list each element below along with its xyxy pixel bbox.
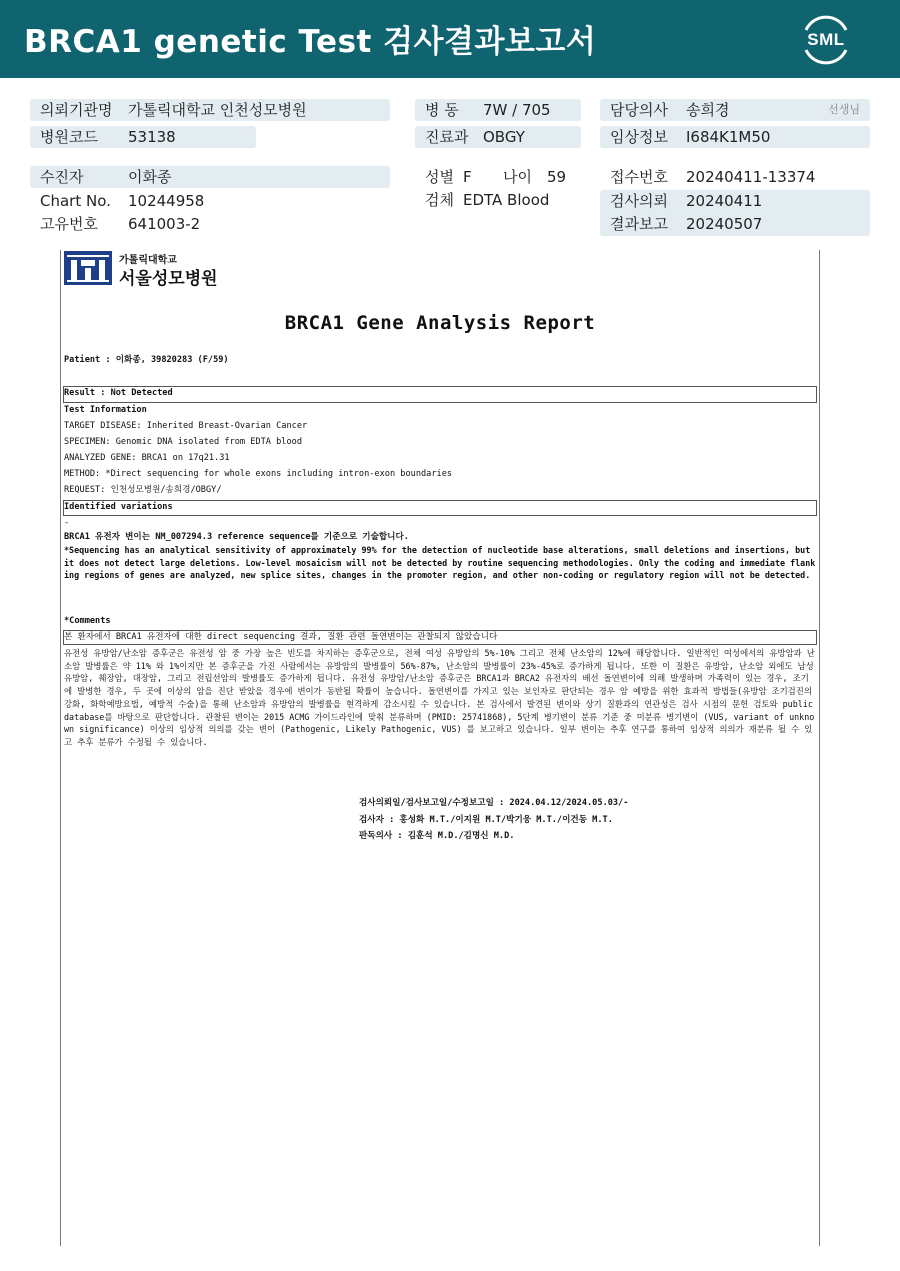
chart-no-label: Chart No. bbox=[40, 192, 111, 210]
unique-no-field bbox=[30, 213, 390, 235]
method-line: METHOD: *Direct sequencing for whole exons including intron-exon boundaries bbox=[64, 469, 453, 479]
identified-header: Identified variations bbox=[64, 502, 173, 512]
institution-field bbox=[30, 99, 390, 121]
hospital-university-name: 가톨릭대학교 bbox=[119, 255, 177, 266]
unique-no-value: 641003-2 bbox=[128, 215, 201, 233]
institution-value: 가톨릭대학교 인천성모병원 bbox=[128, 101, 307, 119]
result-box bbox=[63, 386, 817, 403]
sex-age-field bbox=[415, 166, 585, 188]
pathologist-line: 판독의사 : 김훈석 M.D./김명신 M.D. bbox=[359, 831, 515, 841]
receipt-no-label: 접수번호 bbox=[610, 168, 668, 186]
doctor-value: 송희경 bbox=[686, 101, 730, 119]
hospital-logo-icon bbox=[63, 250, 113, 286]
sml-logo bbox=[798, 12, 854, 66]
chart-no-value: 10244958 bbox=[128, 192, 205, 210]
doctor-field bbox=[600, 99, 870, 121]
receipt-no-value: 20240411-13374 bbox=[686, 168, 816, 186]
report-title: BRCA1 Gene Analysis Report bbox=[284, 312, 596, 334]
specimen-field bbox=[415, 189, 585, 211]
department-label: 진료과 bbox=[425, 128, 469, 146]
comment-summary: 본 환자에서 BRCA1 유전자에 대한 direct sequencing 결과, 질환 관련 돌연변이는 관찰되지 않았습니다 bbox=[64, 632, 498, 642]
report-date-value: 20240507 bbox=[686, 215, 763, 233]
result-line: Result : Not Detected bbox=[64, 388, 173, 398]
doctor-label: 담당의사 bbox=[610, 101, 668, 119]
hospital-code-value: 53138 bbox=[128, 128, 176, 146]
test-info-header: Test Information bbox=[64, 405, 147, 415]
chart-no-field bbox=[30, 190, 390, 212]
age-value: 59 bbox=[547, 168, 567, 186]
clinical-info-field bbox=[600, 126, 870, 148]
clinical-info-value: I684K1M50 bbox=[686, 128, 771, 146]
examiners-line: 검사자 : 홍성화 M.T./이지원 M.T/박기웅 M.T./이건동 M.T. bbox=[359, 815, 613, 825]
department-value: OBGY bbox=[483, 128, 525, 146]
hospital-code-label: 병원코드 bbox=[40, 128, 98, 146]
page-title: BRCA1 genetic Test 검사결과보고서 bbox=[24, 24, 597, 60]
patient-line: Patient : 이화종, 39820283 (F/59) bbox=[64, 355, 229, 365]
patient-label: 수진자 bbox=[40, 168, 84, 186]
analyzed-gene: ANALYZED GENE: BRCA1 on 17q21.31 bbox=[64, 453, 230, 463]
specimen-label: 검체 bbox=[425, 191, 454, 209]
sex-value: F bbox=[463, 168, 472, 186]
ward-value: 7W / 705 bbox=[483, 101, 551, 119]
age-label: 나이 bbox=[503, 168, 532, 186]
doctor-suffix: 선생님 bbox=[828, 103, 860, 116]
request-line: REQUEST: 인천성모병원/송희경/OBGY/ bbox=[64, 485, 222, 495]
ward-field bbox=[415, 99, 581, 121]
specimen-value: EDTA Blood bbox=[463, 191, 550, 209]
sensitivity-note: *Sequencing has an analytical sensitivity of approximately 99% for the detection of nucleotide base alterations, small deletions and insertions, but it does not detect large deletions. Low-level mosaicism will not be detected by routine sequencing methodologies. Only the coding and immediate flanking regions of genes are analyzed, new splice sites, changes in the promoter region, and other non-coding or regulatory region will not be detected. bbox=[64, 545, 816, 581]
reference-note: BRCA1 유전자 변이는 NM_007294.3 reference sequence를 기준으로 기술합니다. bbox=[64, 532, 409, 542]
institution-label: 의뢰기관명 bbox=[40, 101, 113, 119]
request-date-value: 20240411 bbox=[686, 192, 763, 210]
variation-dash: - bbox=[64, 518, 70, 528]
dates-field bbox=[600, 190, 870, 236]
comment-body: 유전성 유방암/난소암 증후군은 유전성 암 중 가장 높은 빈도를 차지하는 증후군으로, 전체 여성 유방암의 5%-10% 그리고 전체 난소암의 12%에 해당합니다. 일반적인 여성에서의 유방암과 난소암 발병률은 약 11% 와 1%이지만 본 증후군을 가진 사람에서는 유방암의 발병률이 56%-87%, 난소암의 발병률이 23%-45%로 증가하게 됩니다. 또한 이 질환은 유방암, 난소암 외에도 남성 유방암, 췌장암, 대장암, 그리고 전립선암의 발병률도 증가하게 됩니다. 유전성 유방암/난소암 증후군은 BRCA1과 BRCA2 유전자의 배선 돌연변이에 의해 발생하며 가족력이 있는 경우, 조기에 발병한 경우, 두 곳에 이상의 암을 진단 받았을 경우에 변이가 동반될 확률이 높습니다. 돌연변이를 가지고 있는 보인자로 판단되는 경우 암 예방을 위한 효과적 방법들(유방암 조기검진의 강화, 화학예방요법, 예방적 수술)을 통해 난소암과 유방암의 발병률을 현격하게 감소시킬 수 있습니다. 본 검사에서 발견된 변이와 상기 질환과의 연관성은 검사 시점의 문헌 검토와 public database를 바탕으로 판단합니다. 관찰된 변이는 2015 ACMG 가이드라인에 맞춰 분류하며 (PMID: 25741868), 5단계 병기변이 분류 기준 중 미분류 병기변이 (VUS, variant of unknown significance) 이상의 임상적 의의를 갖는 변이 (Pathogenic, Likely Pathogenic, VUS) 를 보고하고 있습니다. 일부 변이는 추후 연구를 통하여 임상적 의의가 재분류 될 수 있고 추후 분류가 수정될 수 있습니다. bbox=[64, 648, 815, 747]
request-date-label: 검사의뢰 bbox=[610, 192, 668, 210]
clinical-info-label: 임상정보 bbox=[610, 128, 668, 146]
sex-label: 성별 bbox=[425, 168, 454, 186]
header-bar bbox=[0, 0, 900, 78]
department-field bbox=[415, 126, 581, 148]
specimen-line: SPECIMEN: Genomic DNA isolated from EDTA blood bbox=[64, 437, 302, 447]
dates-line: 검사의뢰일/검사보고일/수정보고일 : 2024.04.12/2024.05.03/- bbox=[359, 798, 629, 808]
logo-text: SML bbox=[807, 30, 845, 49]
report-document bbox=[60, 250, 820, 1246]
identified-box bbox=[63, 500, 817, 516]
comments-header: *Comments bbox=[64, 616, 111, 626]
receipt-no-field bbox=[600, 166, 870, 188]
patient-value: 이화종 bbox=[128, 168, 172, 186]
hospital-name: 서울성모병원 bbox=[119, 269, 218, 289]
target-disease: TARGET DISEASE: Inherited Breast-Ovarian Cancer bbox=[64, 421, 308, 431]
report-date-label: 결과보고 bbox=[610, 215, 668, 233]
hospital-code-field bbox=[30, 126, 256, 148]
unique-no-label: 고유번호 bbox=[40, 215, 98, 233]
ward-label: 병 동 bbox=[425, 101, 459, 119]
patient-field bbox=[30, 166, 390, 188]
